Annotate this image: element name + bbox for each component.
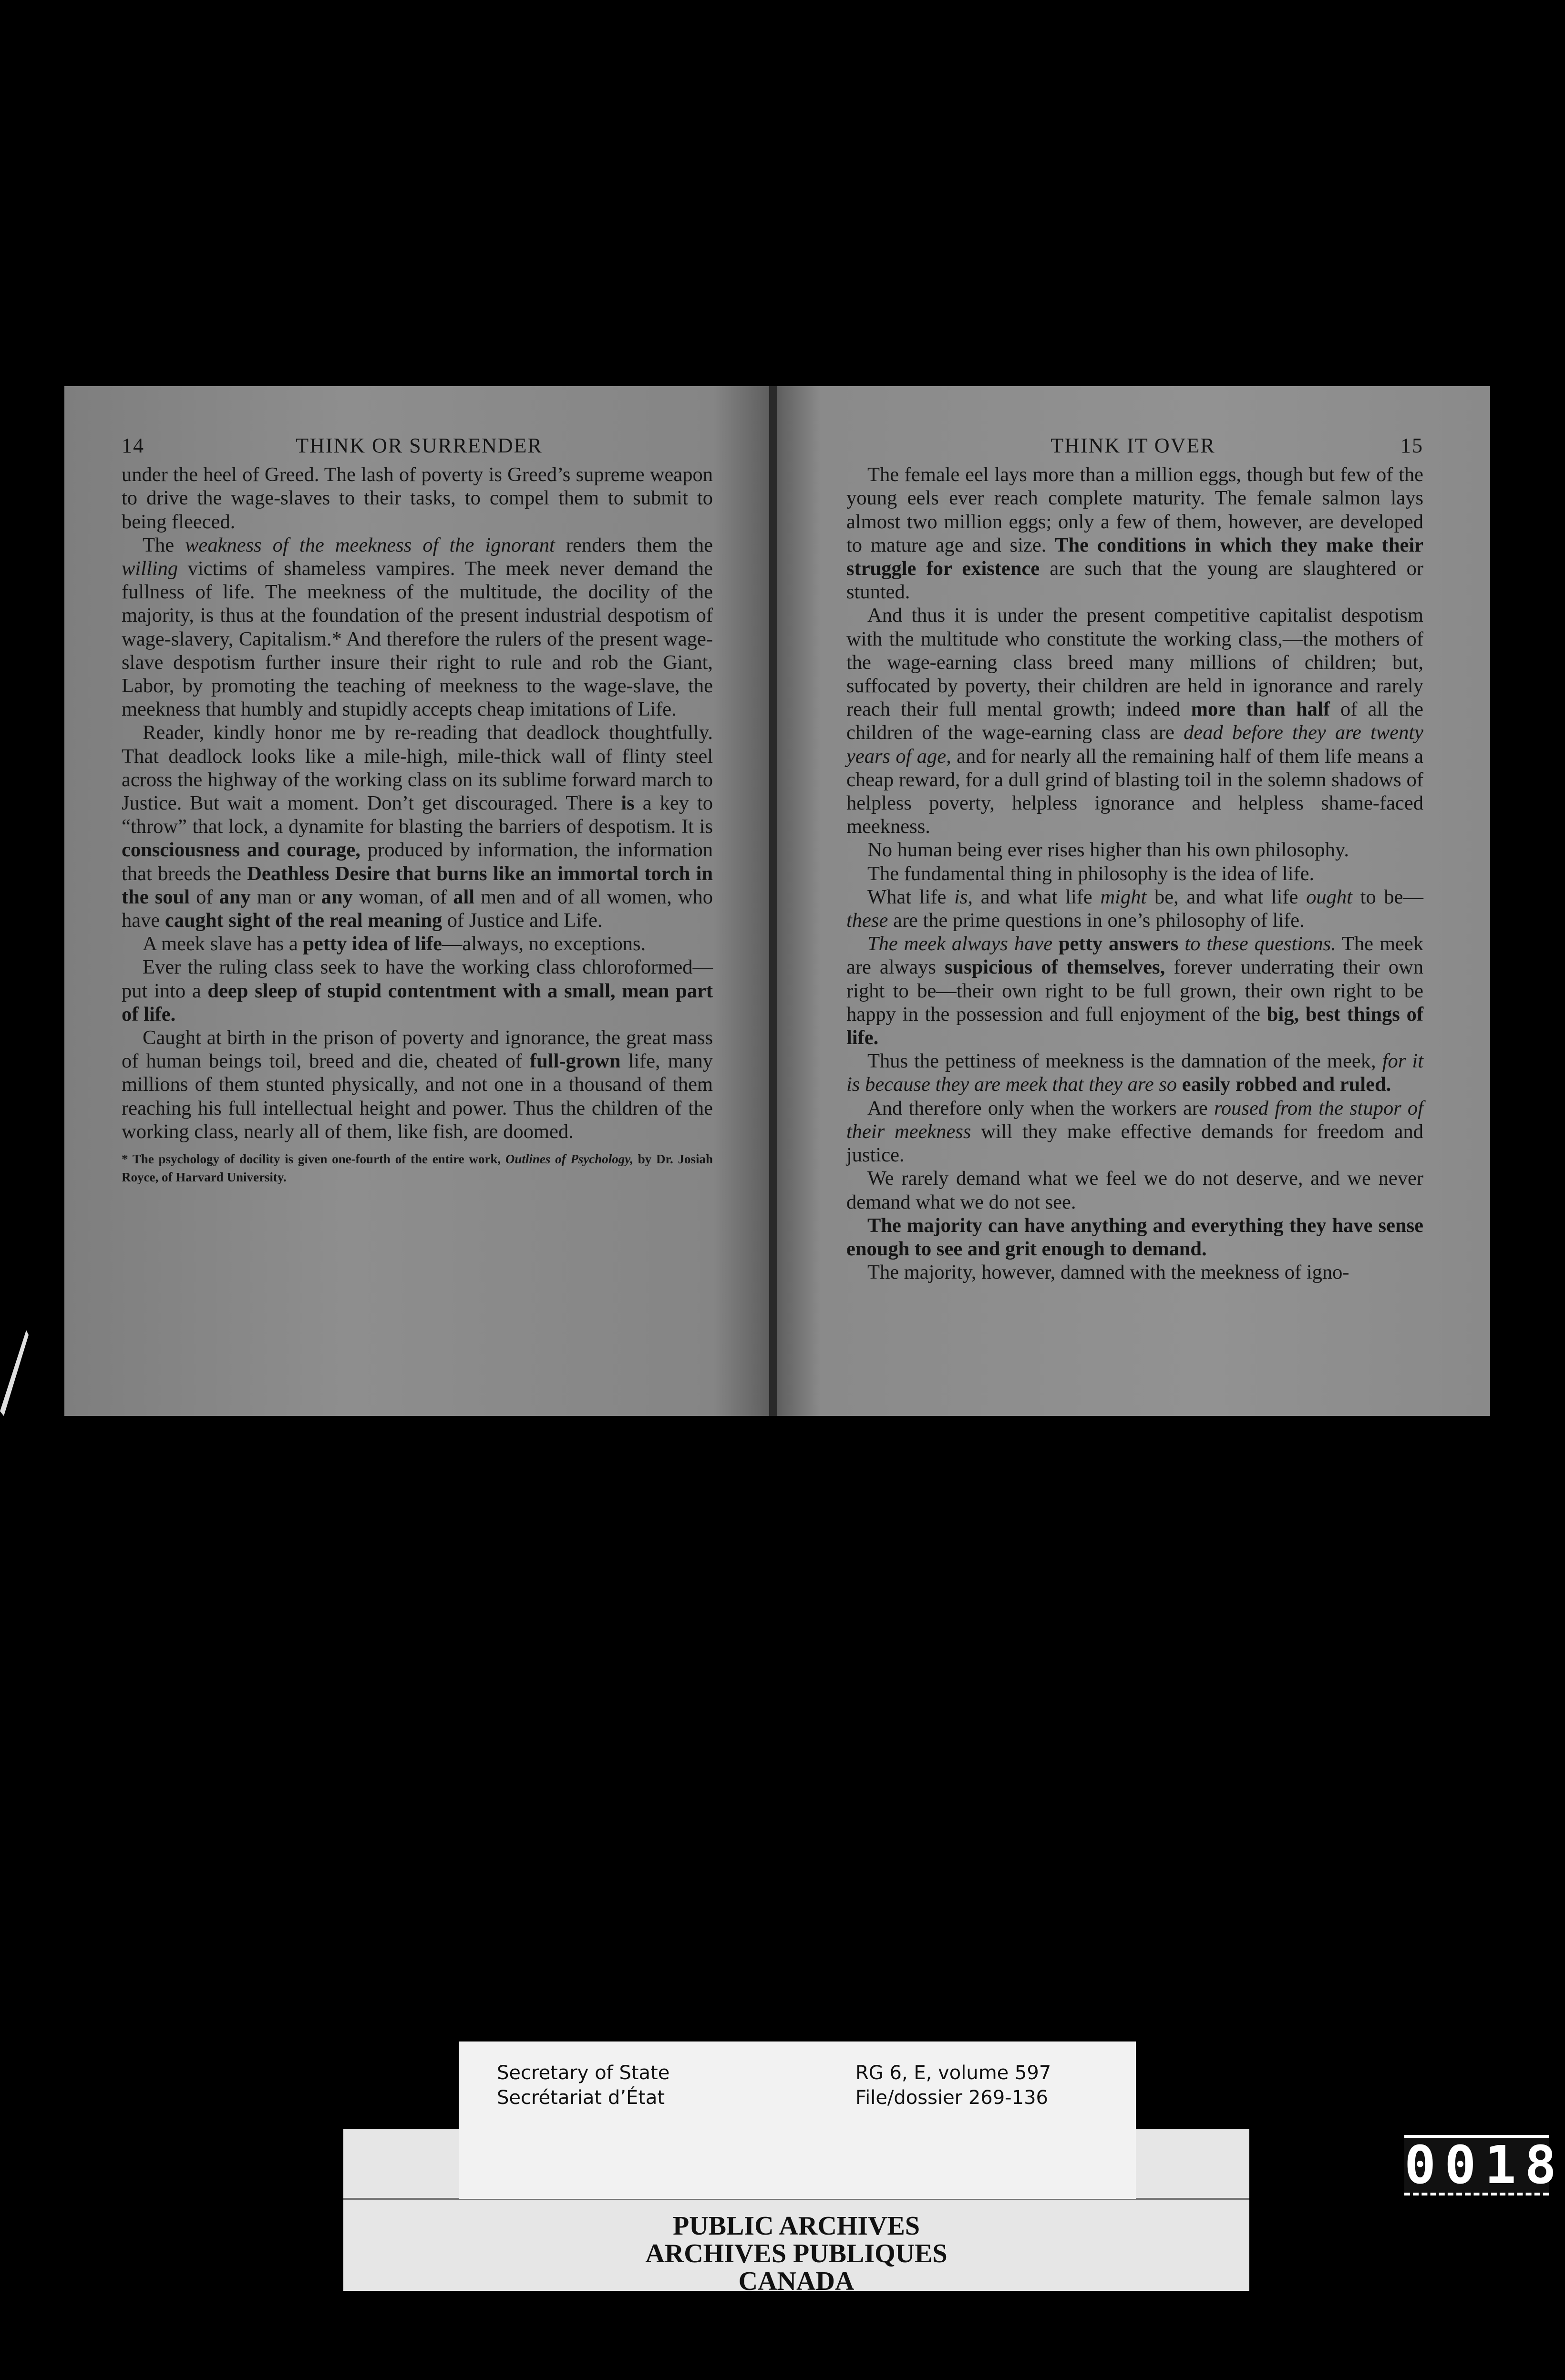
file-reference: File/dossier 269-136: [855, 2087, 1048, 2109]
left-paragraph-3: Reader, kindly honor me by re-reading that deadlock thoughtfully. That deadlock looks like a mile-high, mile-thick wall of flinty steel across the highway of the working class on its sublime forward march to Justice. But wait a moment. Don’t get discouraged. There is a key to “throw” that lock, a dynamite for blasting the barriers of despotism. It is consciousness and courage, produced by information, the information that breeds the Deathless Desire that burns like an immortal torch in the soul of any man or any woman, of all men and of all women, who have caught sight of the real meaning of Justice and Life.: [122, 721, 713, 932]
right-paragraph-8: And therefore only when the workers are roused from the stupor of their meekness will they make effective demands for freedom and justice.: [846, 1097, 1423, 1167]
department-french: Secrétariat d’État: [497, 2087, 665, 2109]
right-paragraph-10: The majority can have anything and everything they have sense enough to see and grit enough to demand.: [846, 1214, 1423, 1260]
left-page-header: [122, 434, 713, 457]
department-english: Secretary of State: [497, 2062, 670, 2084]
left-running-head: THINK OR SURRENDER: [296, 434, 543, 457]
open-book: [64, 386, 1490, 1416]
left-paragraph-4: A meek slave has a petty idea of life—always, no exceptions.: [143, 933, 646, 955]
right-paragraph-2: And thus it is under the present competitive capitalist despotism with the multitude who constitute the working class,—the mothers of the wage-earning class breed many millions of children; but, suffocated by poverty, their children are held in ignorance and rarely reach their full mental growth; indeed more than half of all the children of the wage-earning class are dead before they are twenty years of age, and for nearly all the remaining half of them life means a cheap reward, for a dull grind of blasting toil in the solemn shadows of helpless poverty, helpless ignorance and helpless shame-faced meekness.: [846, 604, 1424, 838]
right-paragraph-6: The meek always have petty answers to these questions. The meek are always suspicious of themselves, forever underrating their own right to be—their own right to be full grown, their own right to be happy in the possession and full enjoyment of the big, best things of life.: [846, 933, 1424, 1049]
left-paragraph-5: Ever the ruling class seek to have the working class chloroformed—put into a deep sleep of stupid contentment with a small, mean part of life.: [122, 956, 713, 1026]
right-paragraph-5: What life is, and what life might be, and what life ought to be—these are the prime questions in one’s philosophy of life.: [846, 885, 1424, 932]
left-paragraph-6: Caught at birth in the prison of poverty and ignorance, the great mass of human beings toil, breed and die, cheated of full-grown life, many millions of them stunted physically, and not one in a thousand of them reaching his full intellectual height and power. Thus the children of the working class, nearly all of them, like fish, are doomed.: [122, 1026, 713, 1143]
record-group-reference: RG 6, E, volume 597: [855, 2062, 1051, 2084]
archive-reference-label: [459, 2041, 1136, 2199]
archives-line-3: CANADA: [738, 2267, 855, 2296]
right-paragraph-3: No human being ever rises higher than his own philosophy.: [867, 839, 1349, 862]
footnote: * The psychology of docility is given one-fourth of the entire work, Outlines of Psychology, by Dr. Josiah Royce, of Harvard University.: [122, 1152, 713, 1185]
left-page: [64, 386, 770, 1416]
left-paragraph-1: under the heel of Greed. The lash of poverty is Greed’s supreme weapon to drive the wage-slaves to their tasks, to compel them to submit to being fleeced.: [122, 463, 713, 533]
left-page-number: 14: [122, 434, 144, 457]
right-paragraph-4: The fundamental thing in philosophy is the idea of life.: [867, 862, 1315, 885]
left-paragraph-2: The weakness of the meekness of the ignorant renders them the willing victims of shameless vampires. The meek never demand the fullness of life. The meekness of the multitude, the docility of the majority, is thus at the foundation of the present industrial despotism of wage-slavery, Capitalism.* And therefore the rulers of the present wage-slave despotism further insure their right to rule and rob the Giant, Labor, by promoting the teaching of meekness to the wage-slave, the meekness that humbly and stupidly accepts cheap imitations of Life.: [122, 533, 713, 721]
right-page: [777, 386, 1490, 1416]
archives-line-2: ARCHIVES PUBLIQUES: [645, 2239, 947, 2268]
right-running-head: THINK IT OVER: [1050, 434, 1215, 457]
right-page-header: [846, 434, 1423, 457]
right-page-number: 15: [1400, 434, 1423, 457]
right-paragraph-7: Thus the pettiness of meekness is the damnation of the meek, for it is because they are meek that they are so easily robbed and ruled.: [846, 1050, 1424, 1096]
right-paragraph-11: The majority, however, damned with the meekness of igno-: [867, 1261, 1349, 1284]
frame-number: 0018: [1404, 2134, 1565, 2195]
archives-line-1: PUBLIC ARCHIVES: [672, 2211, 920, 2241]
right-paragraph-9: We rarely demand what we feel we do not deserve, and we never demand what we do not see.: [846, 1167, 1423, 1213]
right-paragraph-1: The female eel lays more than a million eggs, though but few of the young eels ever reach complete maturity. The female salmon lays almost two million eggs; only a few of them, however, are developed to mature age and size. The conditions in which they make their struggle for existence are such that the young are slaughtered or stunted.: [846, 463, 1424, 604]
page-holder-blade-icon: [0, 1330, 29, 1416]
